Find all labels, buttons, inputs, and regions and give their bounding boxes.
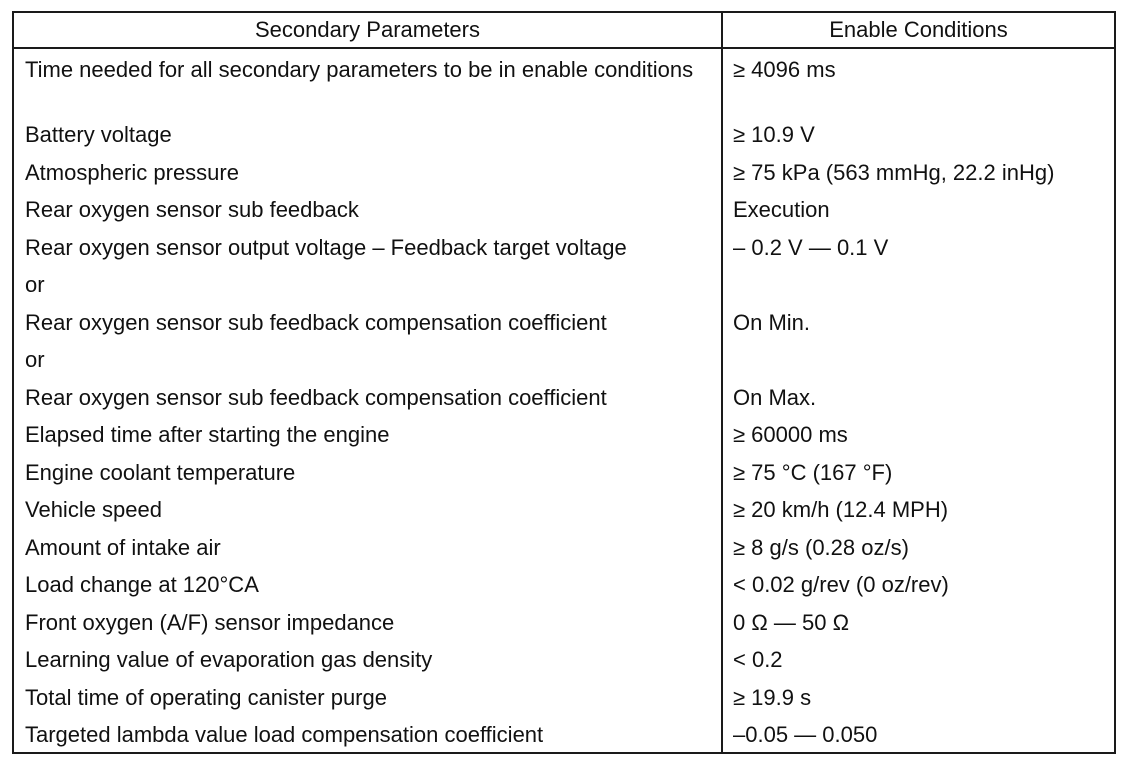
condition-cell [722, 266, 1114, 304]
table-row [14, 641, 1114, 679]
table-row [14, 266, 1114, 304]
condition-cell: ≥ 60000 ms [733, 422, 848, 447]
enable-conditions-table [14, 13, 1114, 754]
condition-cell: 0 Ω — 50 Ω [733, 609, 850, 635]
condition-cell: On Max. [733, 384, 817, 410]
table-row [14, 304, 1114, 342]
parameter-cell: Total time of operating canister purge [14, 679, 722, 717]
parameter-cell: Battery voltage [14, 116, 722, 154]
table-row [14, 229, 1114, 267]
condition-cell: < 0.2 [733, 647, 783, 672]
parameter-cell: Targeted lambda value load compensation coefficient [14, 716, 722, 754]
table-row [14, 604, 1114, 642]
parameter-cell: Rear oxygen sensor output voltage – Feedback target voltage [14, 229, 722, 267]
parameter-cell: Rear oxygen sensor sub feedback compensation coefficient [14, 304, 722, 342]
parameter-cell: Rear oxygen sensor sub feedback compensation coefficient [14, 379, 722, 417]
condition-cell: –0.05 — 0.050 [733, 722, 878, 747]
condition-cell: ≥ 19.9 s [733, 684, 812, 710]
condition-cell: ≥ 75 kPa (563 mmHg, 22.2 inHg) [733, 159, 1055, 185]
parameter-cell: Engine coolant temperature [14, 454, 722, 492]
condition-cell: Execution [733, 197, 830, 222]
parameter-cell: Elapsed time after starting the engine [14, 416, 722, 454]
parameter-cell: or [14, 266, 722, 304]
parameter-cell: Time needed for all secondary parameters to be in enable conditions [14, 48, 722, 116]
table-row [14, 48, 1114, 116]
table-header-row [14, 13, 1114, 48]
parameter-cell: Learning value of evaporation gas density [14, 641, 722, 679]
parameter-cell: Rear oxygen sensor sub feedback [14, 191, 722, 229]
table-row [14, 154, 1114, 192]
table-row [14, 716, 1114, 754]
condition-cell: On Min. [733, 309, 811, 335]
condition-cell: < 0.02 g/rev (0 oz/rev) [733, 572, 949, 597]
header-secondary-parameters: Secondary Parameters [14, 13, 722, 48]
parameter-cell: Amount of intake air [14, 529, 722, 567]
table-row [14, 416, 1114, 454]
condition-cell: ≥ 4096 ms [733, 57, 836, 82]
table-row [14, 191, 1114, 229]
header-enable-conditions: Enable Conditions [722, 13, 1114, 48]
table-row [14, 379, 1114, 417]
table-row [14, 454, 1114, 492]
condition-cell: ≥ 10.9 V [733, 122, 815, 147]
parameter-cell: Front oxygen (A/F) sensor impedance [14, 604, 722, 642]
table-row [14, 116, 1114, 154]
condition-cell: ≥ 75 °C (167 °F) [733, 459, 893, 485]
condition-cell [722, 341, 1114, 379]
parameter-cell: or [14, 341, 722, 379]
table-row [14, 566, 1114, 604]
table-row [14, 491, 1114, 529]
condition-cell: ≥ 20 km/h (12.4 MPH) [733, 497, 949, 522]
table-row [14, 341, 1114, 379]
condition-cell: ≥ 8 g/s (0.28 oz/s) [733, 534, 909, 560]
table-row [14, 529, 1114, 567]
parameter-cell: Load change at 120°CA [14, 566, 722, 604]
table-row [14, 679, 1114, 717]
condition-cell: – 0.2 V — 0.1 V [733, 234, 889, 260]
parameter-cell: Vehicle speed [14, 491, 722, 529]
enable-conditions-table-frame [12, 11, 1116, 754]
parameter-cell: Atmospheric pressure [14, 154, 722, 192]
